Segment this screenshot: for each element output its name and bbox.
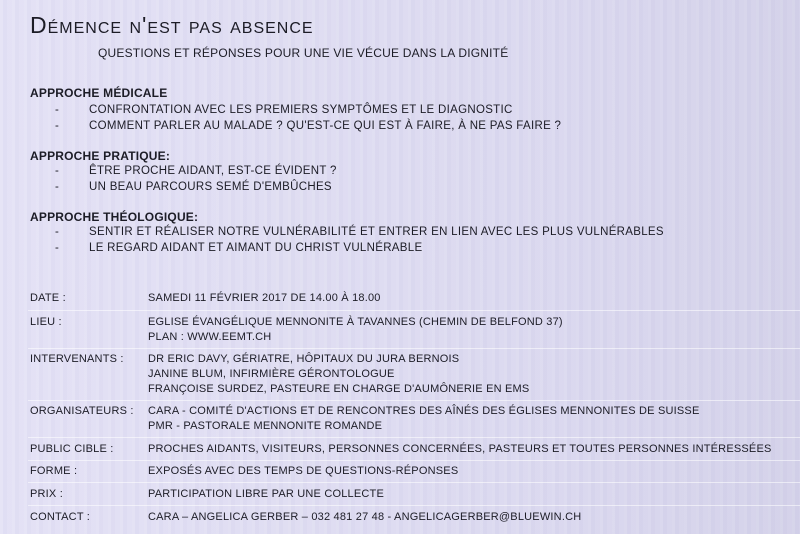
info-value-organisateur: PMR - PASTORALE MENNONITE ROMANDE (148, 420, 383, 432)
divider (28, 437, 800, 438)
document-title: Démence n'est pas absence (30, 12, 314, 38)
list-item (55, 165, 337, 177)
info-label-organisateurs: ORGANISATEURS : (30, 405, 134, 417)
info-value-prix: PARTICIPATION LIBRE PAR UNE COLLECTE (148, 488, 385, 500)
list-item-text: ÊTRE PROCHE AIDANT, EST-CE ÉVIDENT ? (89, 165, 337, 177)
info-label-public: PUBLIC CIBLE : (30, 443, 114, 455)
divider (28, 460, 800, 461)
section-heading-medicale: APPROCHE MÉDICALE (30, 86, 168, 100)
info-value-intervenant: FRANÇOISE SURDEZ, PASTEURE EN CHARGE D'AUMÔNERIE EN EMS (148, 383, 530, 395)
info-label-contact: CONTACT : (30, 511, 91, 523)
divider (28, 310, 800, 311)
list-item-text: CONFRONTATION AVEC LES PREMIERS SYMPTÔMES ET LE DIAGNOSTIC (89, 104, 513, 116)
info-value-intervenant: JANINE BLUM, INFIRMIÈRE GÉRONTOLOGUE (148, 368, 395, 380)
list-item (55, 120, 561, 132)
section-heading-pratique: APPROCHE PRATIQUE: (30, 149, 171, 163)
list-item-text: SENTIR ET RÉALISER NOTRE VULNÉRABILITÉ ET ENTRER EN LIEN AVEC LES PLUS VULNÉRABLES (89, 226, 664, 238)
bullet-dash: - (55, 242, 60, 254)
info-value-intervenant: DR ERIC DAVY, GÉRIATRE, HÔPITAUX DU JURA BERNOIS (148, 353, 460, 365)
list-item (55, 181, 332, 193)
info-label-date: DATE : (30, 292, 66, 304)
divider (28, 348, 800, 349)
info-value-forme: EXPOSÉS AVEC DES TEMPS DE QUESTIONS-RÉPONSES (148, 465, 459, 477)
section-heading-theologique: APPROCHE THÉOLOGIQUE: (30, 210, 199, 224)
info-label-forme: FORME : (30, 465, 78, 477)
info-value-contact: CARA – ANGELICA GERBER – 032 481 27 48 - ANGELICAGERBER@BLUEWIN.CH (148, 511, 582, 523)
list-item (55, 242, 422, 254)
bullet-dash: - (55, 165, 60, 177)
info-value-lieu-plan: PLAN : WWW.EEMT.CH (148, 331, 272, 343)
info-value-public: PROCHES AIDANTS, VISITEURS, PERSONNES CONCERNÉES, PASTEURS ET TOUTES PERSONNES INTÉRESSÉES (148, 443, 772, 455)
bullet-dash: - (55, 181, 60, 193)
bullet-dash: - (55, 226, 60, 238)
info-label-prix: PRIX : (30, 488, 63, 500)
list-item-text: LE REGARD AIDANT ET AIMANT DU CHRIST VULNÉRABLE (89, 242, 423, 254)
info-label-lieu: LIEU : (30, 316, 62, 328)
divider (28, 505, 800, 506)
info-label-intervenants: INTERVENANTS : (30, 353, 124, 365)
divider (28, 482, 800, 483)
info-value-lieu: EGLISE ÉVANGÉLIQUE MENNONITE À TAVANNES (CHEMIN DE BELFOND 37) (148, 316, 563, 328)
list-item-text: COMMENT PARLER AU MALADE ? QU'EST-CE QUI EST À FAIRE, À NE PAS FAIRE ? (89, 120, 562, 132)
bullet-dash: - (55, 104, 60, 116)
list-item (55, 104, 513, 116)
divider (28, 400, 800, 401)
document-subtitle: QUESTIONS ET RÉPONSES POUR UNE VIE VÉCUE DANS LA DIGNITÉ (98, 46, 509, 60)
info-value-organisateur: CARA - COMITÉ D'ACTIONS ET DE RENCONTRES DES AÎNÉS DES ÉGLISES MENNONITES DE SUISSE (148, 405, 700, 417)
info-value-date: SAMEDI 11 FÉVRIER 2017 DE 14.00 À 18.00 (148, 292, 381, 304)
list-item-text: UN BEAU PARCOURS SEMÉ D'EMBÛCHES (89, 181, 332, 193)
bullet-dash: - (55, 120, 60, 132)
list-item (55, 226, 664, 238)
